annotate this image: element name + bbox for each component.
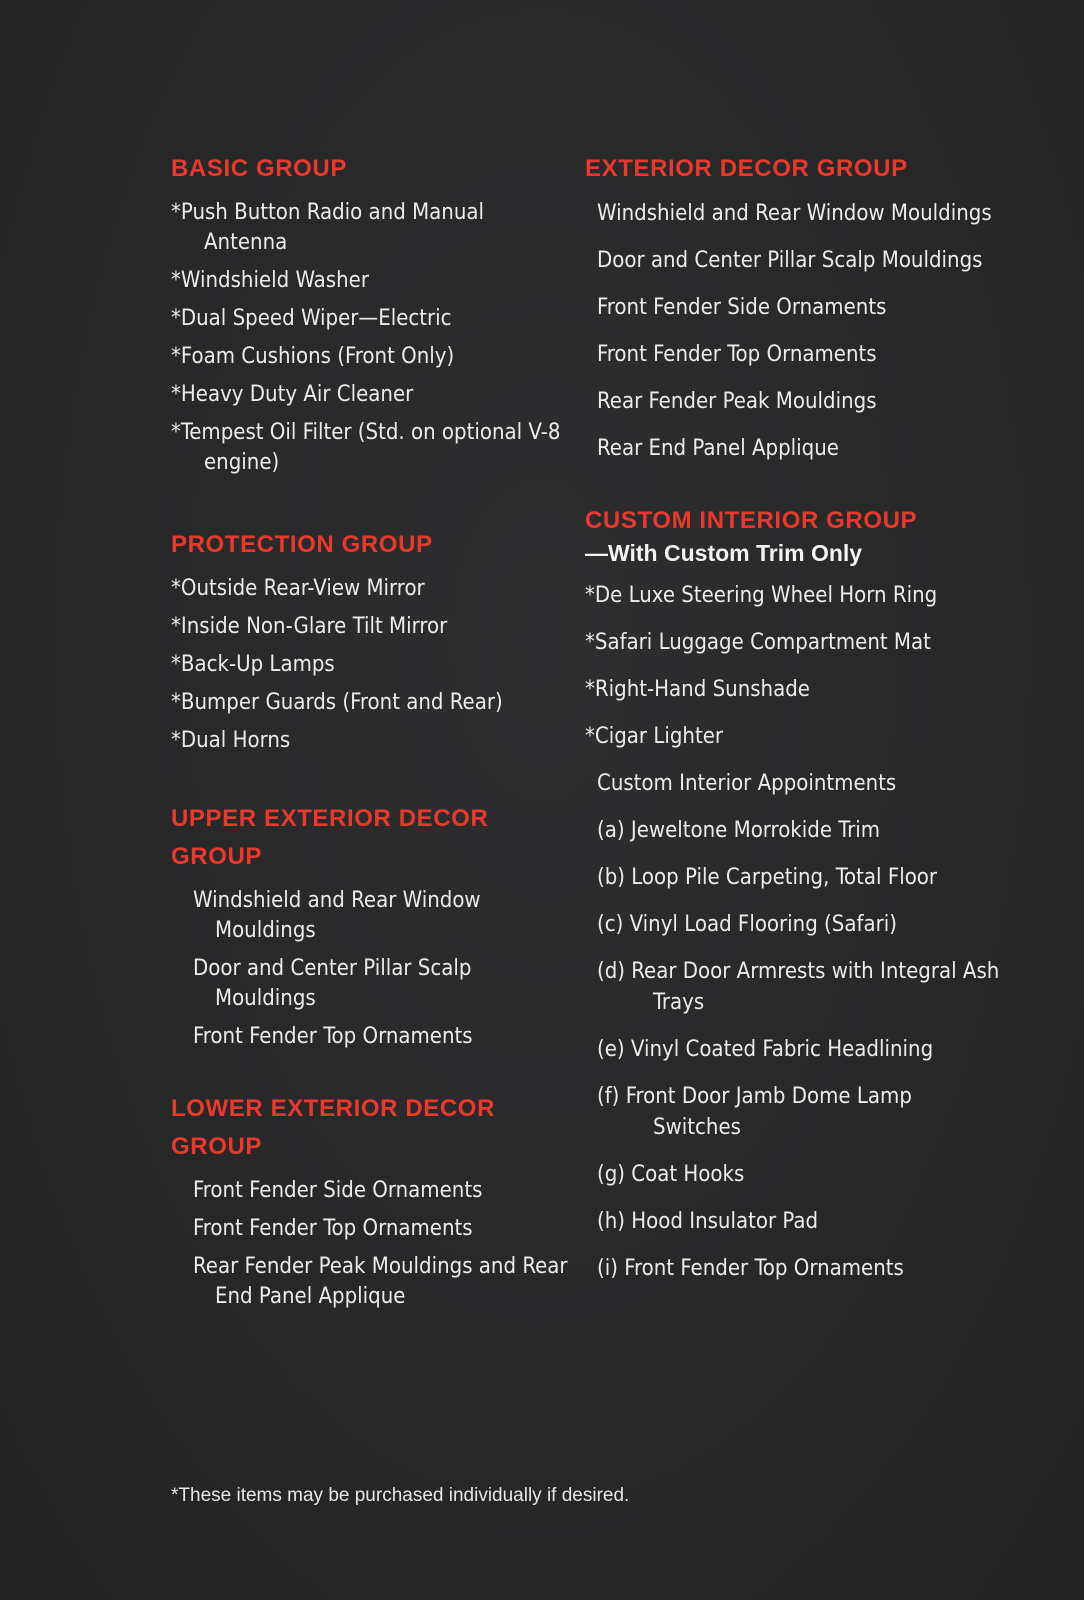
item-list — [585, 198, 1005, 464]
list-item: Front Fender Side Ornaments — [193, 1178, 483, 1203]
list-item: *Windshield Washer — [171, 268, 369, 293]
list-item: (a) Jeweltone Morrokide Trim — [597, 818, 881, 843]
list-item: *Bumper Guards (Front and Rear) — [171, 690, 503, 715]
group-subtitle: —With Custom Trim Only — [585, 540, 863, 566]
basic-group — [171, 150, 571, 478]
group-title: BASIC GROUP — [171, 155, 347, 182]
item-list — [171, 198, 571, 478]
list-item: (i) Front Fender Top Ornaments — [597, 1256, 904, 1281]
list-item: *Tempest Oil Filter (Std. on optional V-8 engine) — [171, 420, 561, 475]
list-item: Rear Fender Peak Mouldings and Rear End Panel Applique — [193, 1254, 568, 1309]
list-item: Rear Fender Peak Mouldings — [597, 389, 877, 414]
list-item: (e) Vinyl Coated Fabric Headlining — [597, 1037, 934, 1062]
list-item: Windshield and Rear Window Mouldings — [597, 201, 992, 226]
list-item: *Heavy Duty Air Cleaner — [171, 382, 414, 407]
list-item: *Right-Hand Sunshade — [585, 677, 810, 702]
list-item: *Foam Cushions (Front Only) — [171, 344, 455, 369]
list-item: Custom Interior Appointments — [597, 771, 897, 796]
upper-exterior-decor-group — [171, 800, 571, 1052]
list-item: Windshield and Rear Window Mouldings — [193, 888, 481, 943]
protection-group — [171, 526, 571, 756]
item-list — [585, 580, 1005, 1284]
custom-interior-group — [585, 502, 1005, 1284]
group-title: EXTERIOR DECOR GROUP — [585, 155, 908, 182]
list-item: Front Fender Top Ornaments — [193, 1024, 473, 1049]
group-title: PROTECTION GROUP — [171, 531, 433, 558]
group-title: LOWER EXTERIOR DECOR GROUP — [171, 1095, 496, 1160]
group-title: CUSTOM INTERIOR GROUP — [585, 507, 918, 534]
list-item: Rear End Panel Applique — [597, 436, 839, 461]
lower-exterior-decor-group — [171, 1090, 571, 1312]
list-item: *Inside Non-Glare Tilt Mirror — [171, 614, 448, 639]
list-item: (f) Front Door Jamb Dome Lamp Switches — [597, 1084, 912, 1140]
list-item: (g) Coat Hooks — [597, 1162, 745, 1187]
footnote: *These items may be purchased individually if desired. — [171, 1485, 630, 1506]
list-item: *Push Button Radio and Manual Antenna — [171, 200, 485, 255]
list-item: (d) Rear Door Armrests with Integral Ash Trays — [597, 959, 1000, 1015]
list-item: Front Fender Side Ornaments — [597, 295, 887, 320]
list-item: *Back-Up Lamps — [171, 652, 335, 677]
left-column — [171, 150, 571, 1320]
list-item: *Safari Luggage Compartment Mat — [585, 630, 931, 655]
group-title: UPPER EXTERIOR DECOR GROUP — [171, 805, 489, 870]
list-item: Door and Center Pillar Scalp Mouldings — [597, 248, 983, 273]
list-item: (c) Vinyl Load Flooring (Safari) — [597, 912, 897, 937]
exterior-decor-group — [585, 150, 1005, 464]
list-item: Front Fender Top Ornaments — [597, 342, 877, 367]
right-column — [585, 150, 1005, 1300]
item-list — [171, 1176, 571, 1312]
list-item: *De Luxe Steering Wheel Horn Ring — [585, 583, 938, 608]
list-item: *Dual Horns — [171, 728, 291, 753]
list-item: *Outside Rear-View Mirror — [171, 576, 425, 601]
list-item: Door and Center Pillar Scalp Mouldings — [193, 956, 472, 1011]
list-item: *Cigar Lighter — [585, 724, 724, 749]
list-item: *Dual Speed Wiper—Electric — [171, 306, 452, 331]
item-list — [171, 886, 571, 1052]
list-item: Front Fender Top Ornaments — [193, 1216, 473, 1241]
list-item: (h) Hood Insulator Pad — [597, 1209, 819, 1234]
list-item: (b) Loop Pile Carpeting, Total Floor — [597, 865, 938, 890]
item-list — [171, 574, 571, 756]
